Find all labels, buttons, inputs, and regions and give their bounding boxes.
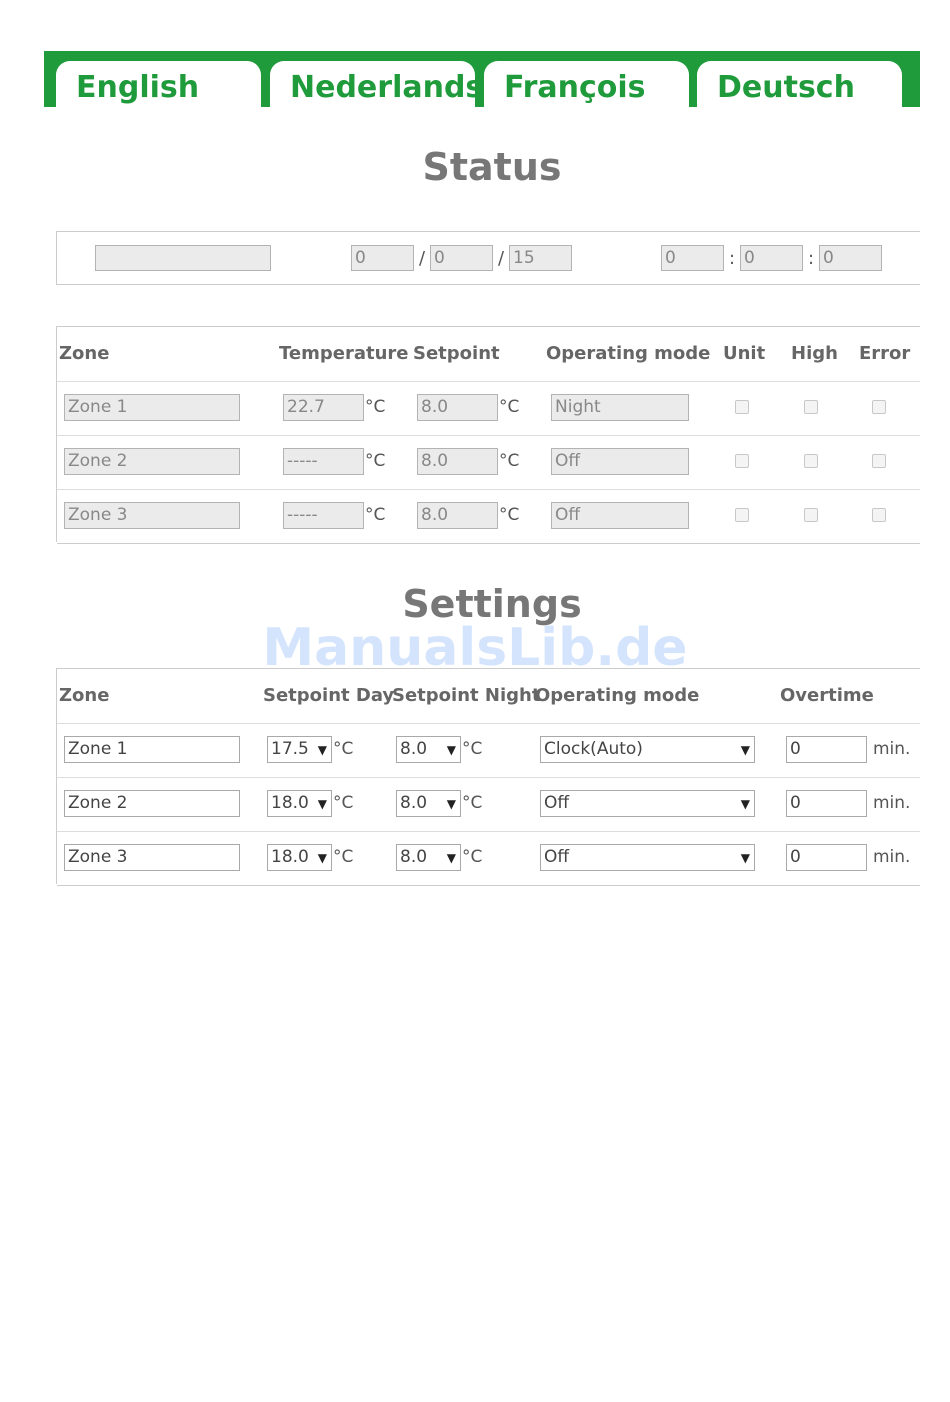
column-header-setpoint: Setpoint <box>413 343 500 364</box>
dropdown-arrow-icon: ▼ <box>446 797 456 811</box>
setpoint-night-value: 8.0 <box>400 793 428 813</box>
language-tab-bar <box>44 51 920 107</box>
operating-mode-field: Night <box>551 394 689 421</box>
error-checkbox <box>872 508 886 522</box>
dropdown-arrow-icon: ▼ <box>740 851 750 865</box>
celsius-unit: °C <box>365 451 386 471</box>
setpoint-day-select[interactable] <box>267 844 332 871</box>
celsius-unit: °C <box>499 451 520 471</box>
watermark: ManualsLib.de <box>262 618 688 678</box>
operating-mode-field: Off <box>551 502 689 529</box>
temperature-field: ----- <box>283 502 364 529</box>
setpoint-night-select[interactable] <box>396 790 461 817</box>
operating-mode-select[interactable] <box>540 790 755 817</box>
dropdown-arrow-icon: ▼ <box>740 743 750 757</box>
tab-deutsch[interactable]: Deutsch <box>697 61 902 107</box>
date-year-field: 15 <box>509 245 572 271</box>
celsius-unit: °C <box>499 505 520 525</box>
column-header-operating-mode: Operating mode <box>535 685 700 706</box>
operating-mode-value: Off <box>544 847 570 867</box>
column-header-zone: Zone <box>59 343 110 364</box>
celsius-unit: °C <box>365 397 386 417</box>
overtime-input[interactable]: 0 <box>786 790 867 817</box>
setpoint-day-value: 18.0 <box>271 793 309 813</box>
date-separator: / <box>498 248 505 269</box>
column-header-error: Error <box>859 343 911 364</box>
table-row <box>57 489 920 544</box>
column-header-operating-mode: Operating mode <box>546 343 711 364</box>
column-header-overtime: Overtime <box>780 685 874 706</box>
table-row <box>57 831 920 886</box>
settings-table-header <box>57 669 920 724</box>
overtime-unit: min. <box>873 793 911 813</box>
zone-name-input[interactable]: Zone 2 <box>64 790 240 817</box>
setpoint-field: 8.0 <box>417 502 498 529</box>
setpoint-night-value: 8.0 <box>400 739 428 759</box>
datetime-panel <box>56 231 920 285</box>
status-table-header <box>57 327 920 382</box>
column-header-setpoint-night: Setpoint Night <box>392 685 541 706</box>
column-header-high: High <box>791 343 838 364</box>
overtime-unit: min. <box>873 739 911 759</box>
status-table <box>56 326 920 542</box>
dropdown-arrow-icon: ▼ <box>446 851 456 865</box>
time-second-field: 0 <box>819 245 882 271</box>
table-row <box>57 777 920 832</box>
tab-nederlands[interactable]: Nederlands <box>270 61 475 107</box>
date-month-field: 0 <box>430 245 493 271</box>
zone-name-field: Zone 2 <box>64 448 240 475</box>
high-checkbox <box>804 508 818 522</box>
setpoint-field: 8.0 <box>417 394 498 421</box>
dropdown-arrow-icon: ▼ <box>317 851 327 865</box>
zone-name-input[interactable]: Zone 3 <box>64 844 240 871</box>
setpoint-field: 8.0 <box>417 448 498 475</box>
dropdown-arrow-icon: ▼ <box>317 743 327 757</box>
overtime-input[interactable]: 0 <box>786 736 867 763</box>
settings-table <box>56 668 920 884</box>
celsius-unit: °C <box>333 847 354 867</box>
zone-name-input[interactable]: Zone 1 <box>64 736 240 763</box>
setpoint-day-select[interactable] <box>267 736 332 763</box>
setpoint-night-select[interactable] <box>396 844 461 871</box>
dropdown-arrow-icon: ▼ <box>740 797 750 811</box>
table-row <box>57 381 920 436</box>
celsius-unit: °C <box>333 793 354 813</box>
error-checkbox <box>872 454 886 468</box>
setpoint-day-value: 17.5 <box>271 739 309 759</box>
dropdown-arrow-icon: ▼ <box>446 743 456 757</box>
setpoint-night-select[interactable] <box>396 736 461 763</box>
date-day-field: 0 <box>351 245 414 271</box>
time-hour-field: 0 <box>661 245 724 271</box>
status-title: Status <box>422 145 562 189</box>
operating-mode-field: Off <box>551 448 689 475</box>
unit-checkbox <box>735 508 749 522</box>
date-separator: / <box>419 248 426 269</box>
zone-name-field: Zone 3 <box>64 502 240 529</box>
overtime-input[interactable]: 0 <box>786 844 867 871</box>
error-checkbox <box>872 400 886 414</box>
settings-title: Settings <box>402 582 582 626</box>
column-header-unit: Unit <box>723 343 766 364</box>
high-checkbox <box>804 400 818 414</box>
time-separator: : <box>729 248 736 269</box>
time-minute-field: 0 <box>740 245 803 271</box>
overtime-unit: min. <box>873 847 911 867</box>
column-header-setpoint-day: Setpoint Day <box>263 685 395 706</box>
column-header-zone: Zone <box>59 685 110 706</box>
celsius-unit: °C <box>365 505 386 525</box>
celsius-unit: °C <box>499 397 520 417</box>
temperature-field: 22.7 <box>283 394 364 421</box>
time-separator: : <box>808 248 815 269</box>
tab-english[interactable]: English <box>56 61 261 107</box>
zone-name-field: Zone 1 <box>64 394 240 421</box>
high-checkbox <box>804 454 818 468</box>
celsius-unit: °C <box>333 739 354 759</box>
temperature-field: ----- <box>283 448 364 475</box>
setpoint-day-value: 18.0 <box>271 847 309 867</box>
setpoint-night-value: 8.0 <box>400 847 428 867</box>
operating-mode-select[interactable] <box>540 736 755 763</box>
celsius-unit: °C <box>462 847 483 867</box>
unit-checkbox <box>735 400 749 414</box>
tab-francois[interactable]: François <box>484 61 689 107</box>
operating-mode-select[interactable] <box>540 844 755 871</box>
table-row <box>57 435 920 490</box>
dropdown-arrow-icon: ▼ <box>317 797 327 811</box>
celsius-unit: °C <box>462 793 483 813</box>
device-name-field <box>95 245 271 271</box>
column-header-temperature: Temperature <box>279 343 409 364</box>
setpoint-day-select[interactable] <box>267 790 332 817</box>
table-row <box>57 723 920 778</box>
celsius-unit: °C <box>462 739 483 759</box>
operating-mode-value: Clock(Auto) <box>544 739 643 759</box>
operating-mode-value: Off <box>544 793 570 813</box>
unit-checkbox <box>735 454 749 468</box>
